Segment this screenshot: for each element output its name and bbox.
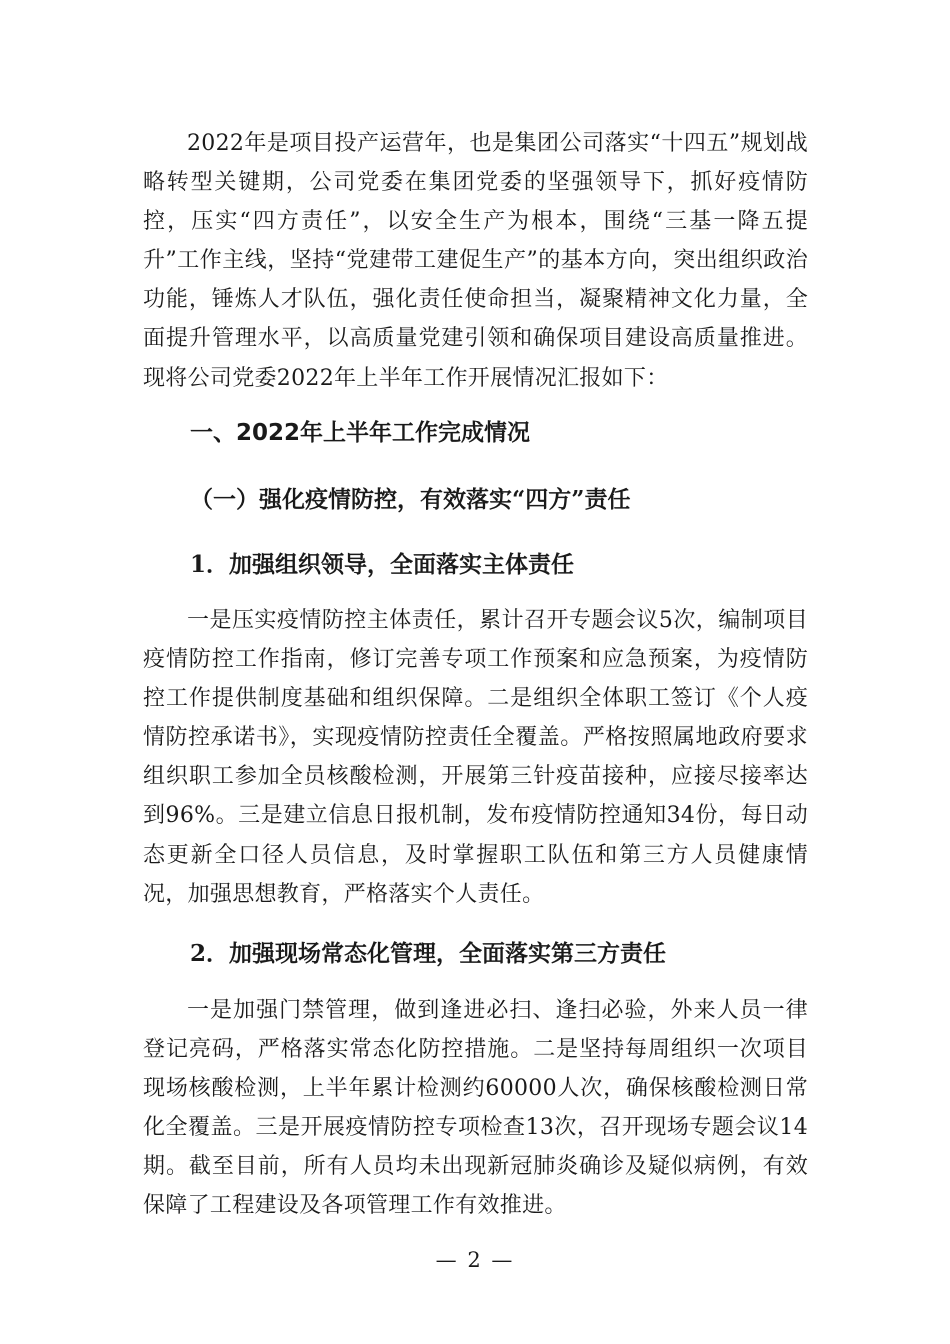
item-heading-1: 1．加强组织领导，全面落实主体责任 (190, 551, 575, 578)
paragraph-site-management: 一是加强门禁管理，做到逢进必扫、逢扫必验，外来人员一律登记亮码，严格落实常态化防控措施。二是坚持每周组织一次项目现场核酸检测，上半年累计检测约60000人次，确保核酸检测日常化全覆盖。三是开展疫情防控专项检查13次，召开现场专题会议14期。截至目前，所有人员均未出现新冠肺炎确诊及疑似病例，有效保障了工程建设及各项管理工作有效推进。 (143, 998, 808, 1219)
page-number: — 2 — (435, 1248, 515, 1272)
item-heading-2: 2．加强现场常态化管理，全面落实第三方责任 (190, 940, 667, 967)
subsection-heading-1: （一）强化疫情防控，有效落实“四方”责任 (190, 486, 631, 513)
paragraph-epidemic-responsibility: 一是压实疫情防控主体责任，累计召开专题会议5次，编制项目疫情防控工作指南，修订完善专项工作预案和应急预案，为疫情防控工作提供制度基础和组织保障。二是组织全体职工签订《个人疫情防控承诺书》，实现疫情防控责任全覆盖。严格按照属地政府要求组织职工参加全员核酸检测，开展第三针疫苗接种，应接尽接率达到96%。三是建立信息日报机制，发布疫情防控通知34份，每日动态更新全口径人员信息，及时掌握职工队伍和第三方人员健康情况，加强思想教育，严格落实个人责任。 (143, 608, 808, 907)
intro-paragraph: 2022年是项目投产运营年，也是集团公司落实“十四五”规划战略转型关键期，公司党委在集团党委的坚强领导下，抓好疫情防控，压实“四方责任”，以安全生产为根本，围绕“三基一降五提升”工作主线，坚持“党建带工建促生产”的基本方向，突出组织政治功能，锤炼人才队伍，强化责任使命担当，凝聚精神文化力量，全面提升管理水平，以高质量党建引领和确保项目建设高质量推进。现将公司党委2022年上半年工作开展情况汇报如下： (143, 131, 808, 391)
section-heading-1: 一、2022年上半年工作完成情况 (190, 420, 531, 446)
